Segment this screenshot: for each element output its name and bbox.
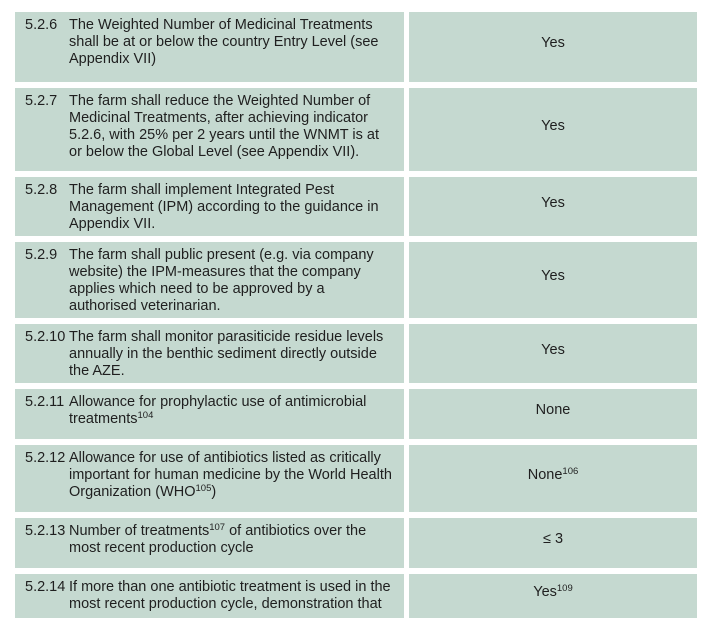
requirement-cell	[15, 324, 404, 383]
table-row	[15, 242, 697, 318]
requirement-number: 5.2.6	[25, 17, 58, 33]
value-text	[533, 584, 573, 601]
requirement-text: treatments	[69, 411, 138, 427]
requirement-text: Allowance for use of antibiotics listed as critically	[69, 450, 381, 466]
requirement-text-line: Appendix VII)	[69, 51, 157, 67]
footnote-ref: 105	[195, 483, 212, 494]
value-text: ≤ 3	[542, 531, 564, 547]
requirement-number: 5.2.13	[25, 523, 66, 539]
requirement-cell	[15, 177, 404, 236]
requirement-text: of antibiotics over the	[225, 523, 367, 539]
requirement-text-line: Medicinal Treatments, after achieving indicator	[69, 110, 369, 126]
requirement-text: The farm shall monitor parasiticide residue levels	[69, 329, 384, 345]
value-cell	[409, 389, 697, 439]
requirement-text-line: most recent production cycle, demonstration that	[69, 596, 382, 612]
requirement-text-line: Management (IPM) according to the guidance in	[69, 199, 379, 215]
value-text: Yes	[541, 35, 565, 51]
requirement-text-line	[25, 182, 404, 199]
requirement-text-line	[25, 17, 404, 34]
value-text: Yes	[541, 194, 565, 211]
table-row	[15, 88, 697, 171]
requirement-text-line: most recent production cycle	[69, 540, 254, 556]
requirement-number: 5.2.11	[25, 394, 65, 410]
requirement-text-line	[25, 579, 404, 596]
requirement-text-line	[25, 329, 404, 346]
requirement-text-line: Appendix VII.	[69, 216, 156, 232]
requirement-text: The farm shall public present (e.g. via company	[69, 247, 374, 263]
requirement-number: 5.2.9	[25, 247, 58, 263]
requirement-text-line: annually in the benthic sediment directly outside	[69, 346, 377, 362]
value-cell	[409, 12, 697, 82]
requirement-text: Number of treatments	[69, 523, 210, 539]
table-row	[15, 574, 697, 618]
requirement-cell	[15, 518, 404, 568]
requirement-text: The Weighted Number of Medicinal Treatments	[69, 17, 373, 33]
requirement-text-line	[25, 394, 404, 411]
requirement-text-line: applies which need to be approved by a	[69, 281, 325, 297]
table-row	[15, 177, 697, 236]
value-text: Yes	[541, 341, 565, 358]
requirement-cell	[15, 574, 404, 618]
requirement-text-line: 5.2.6, with 25% per 2 years until the WNMT is at	[69, 127, 380, 143]
requirement-text-line	[25, 93, 404, 110]
requirement-cell	[15, 242, 404, 318]
table-row	[15, 518, 697, 568]
requirement-text-line: important for human medicine by the World Health	[69, 467, 392, 483]
requirement-text-line	[25, 523, 404, 540]
requirement-number: 5.2.8	[25, 182, 58, 198]
requirement-text: Organization (WHO	[69, 484, 196, 500]
requirements-table	[15, 12, 697, 618]
requirement-text: The farm shall implement Integrated Pest	[69, 182, 335, 198]
requirement-text: Allowance for prophylactic use of antimicrobial	[69, 394, 367, 410]
value-cell	[409, 445, 697, 512]
requirement-text-line: website) the IPM-measures that the company	[69, 264, 361, 280]
value-text	[528, 467, 579, 484]
value-text: None	[535, 402, 571, 418]
requirement-text: If more than one antibiotic treatment is used in the	[69, 579, 391, 595]
value-label: None	[527, 466, 563, 483]
requirement-text: The farm shall reduce the Weighted Number of	[69, 93, 371, 109]
requirement-text-line	[25, 247, 404, 264]
value-label: Yes	[533, 584, 557, 600]
value-text: Yes	[541, 268, 565, 284]
requirement-text-line: authorised veterinarian.	[69, 298, 221, 314]
footnote-ref: 109	[556, 583, 573, 594]
value-cell	[409, 88, 697, 171]
requirement-number: 5.2.7	[25, 93, 58, 109]
requirement-text-line	[25, 484, 404, 501]
requirement-cell	[15, 389, 404, 439]
footnote-ref: 104	[137, 410, 154, 421]
table-row	[15, 445, 697, 512]
requirement-text: )	[211, 484, 217, 500]
requirement-cell	[15, 445, 404, 512]
requirement-cell	[15, 12, 404, 82]
value-cell	[409, 518, 697, 568]
requirement-text-line	[25, 450, 404, 467]
table-row	[15, 324, 697, 383]
table-row	[15, 389, 697, 439]
value-cell	[409, 242, 697, 318]
table-row	[15, 12, 697, 82]
requirement-text-line: the AZE.	[69, 363, 125, 379]
value-cell	[409, 177, 697, 236]
value-text: Yes	[541, 117, 565, 134]
footnote-ref: 106	[562, 465, 579, 477]
requirement-number: 5.2.12	[25, 450, 66, 466]
value-cell	[409, 574, 697, 618]
value-cell	[409, 324, 697, 383]
requirement-number: 5.2.10	[25, 329, 66, 345]
requirement-text-line: shall be at or below the country Entry Level (see	[69, 34, 379, 50]
requirement-cell	[15, 88, 404, 171]
footnote-ref: 107	[209, 522, 226, 533]
requirement-number: 5.2.14	[25, 579, 66, 595]
requirement-text-line: or below the Global Level (see Appendix VII).	[69, 144, 360, 160]
requirement-text-line	[25, 411, 404, 428]
